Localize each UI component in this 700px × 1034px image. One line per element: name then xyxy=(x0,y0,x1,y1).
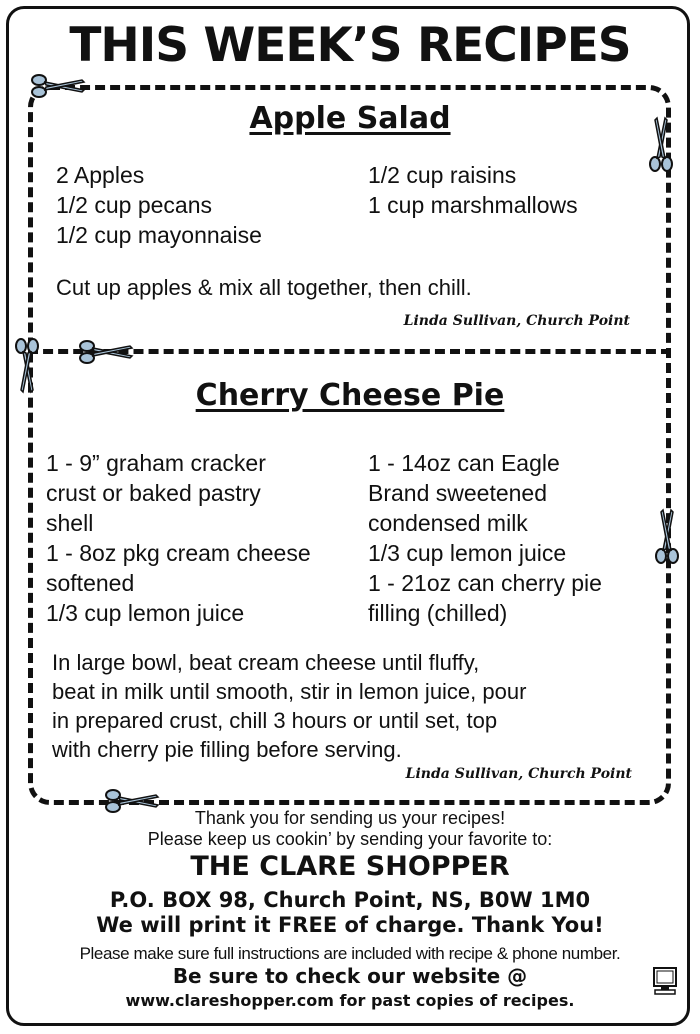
directions-line: In large bowl, beat cream cheese until fluffy, xyxy=(52,650,480,675)
ingredient: 1/2 cup mayonnaise xyxy=(56,222,262,248)
ingredient: condensed milk xyxy=(368,510,528,536)
free-line: We will print it FREE of charge. Thank You! xyxy=(96,913,604,937)
recipe-credit: Linda Sullivan, Church Point xyxy=(403,313,630,329)
page-title: THIS WEEK’S RECIPES xyxy=(69,18,631,73)
scissors-icon xyxy=(646,116,676,172)
ingredients-left xyxy=(56,160,262,250)
computer-icon xyxy=(652,966,678,996)
scissors-icon xyxy=(30,72,86,100)
ingredient: 1/2 cup raisins xyxy=(368,162,517,188)
recipe-title: Cherry Cheese Pie xyxy=(195,378,505,413)
instructions-note: Please make sure full instructions are included with recipe & phone number. xyxy=(79,944,621,963)
directions-line: in prepared crust, chill 3 hours or until set, top xyxy=(52,708,498,733)
ingredient: 1 - 21oz can cherry pie xyxy=(368,570,602,596)
ingredient: shell xyxy=(46,510,94,536)
ingredient: 2 Apples xyxy=(56,162,145,188)
ingredient: filling (chilled) xyxy=(368,600,508,626)
thanks-line: Please keep us cookin’ by sending your favorite to: xyxy=(147,829,553,849)
ingredient: 1/3 cup lemon juice xyxy=(46,600,245,626)
recipe-directions: Cut up apples & mix all together, then chill. xyxy=(56,275,472,300)
ingredients-left xyxy=(46,448,311,628)
website-prompt: Be sure to check our website @ xyxy=(172,964,528,988)
ingredient: 1 - 9” graham cracker xyxy=(46,450,266,476)
ingredient: 1/2 cup pecans xyxy=(56,192,213,218)
ingredients-right xyxy=(368,448,602,628)
ingredient: Brand sweetened xyxy=(368,480,548,506)
ingredient: crust or baked pastry xyxy=(46,480,261,506)
directions-line: beat in milk until smooth, stir in lemon juice, pour xyxy=(52,679,527,704)
scissors-icon xyxy=(104,787,160,815)
recipe-credit: Linda Sullivan, Church Point xyxy=(405,766,632,782)
thanks-line: Thank you for sending us your recipes! xyxy=(194,808,506,828)
ingredient: 1 - 8oz pkg cream cheese xyxy=(46,540,311,566)
recipe-title: Apple Salad xyxy=(249,101,451,136)
directions-line: with cherry pie filling before serving. xyxy=(52,737,402,762)
ingredient: 1 cup marshmallows xyxy=(368,192,578,218)
mailing-address xyxy=(0,888,700,938)
ingredient: 1 - 14oz can Eagle xyxy=(368,450,560,476)
website-url: www.clareshopper.com for past copies of recipes. xyxy=(125,991,575,1010)
recipe-directions xyxy=(52,648,526,764)
ingredient: softened xyxy=(46,570,135,596)
address-line: P.O. BOX 98, Church Point, NS, B0W 1M0 xyxy=(109,888,591,912)
scissors-icon xyxy=(12,338,42,394)
ingredient: 1/3 cup lemon juice xyxy=(368,540,567,566)
scissors-icon xyxy=(78,338,134,366)
ingredients-right xyxy=(368,160,578,220)
scissors-icon xyxy=(652,508,682,564)
shopper-name: THE CLARE SHOPPER xyxy=(190,851,510,882)
